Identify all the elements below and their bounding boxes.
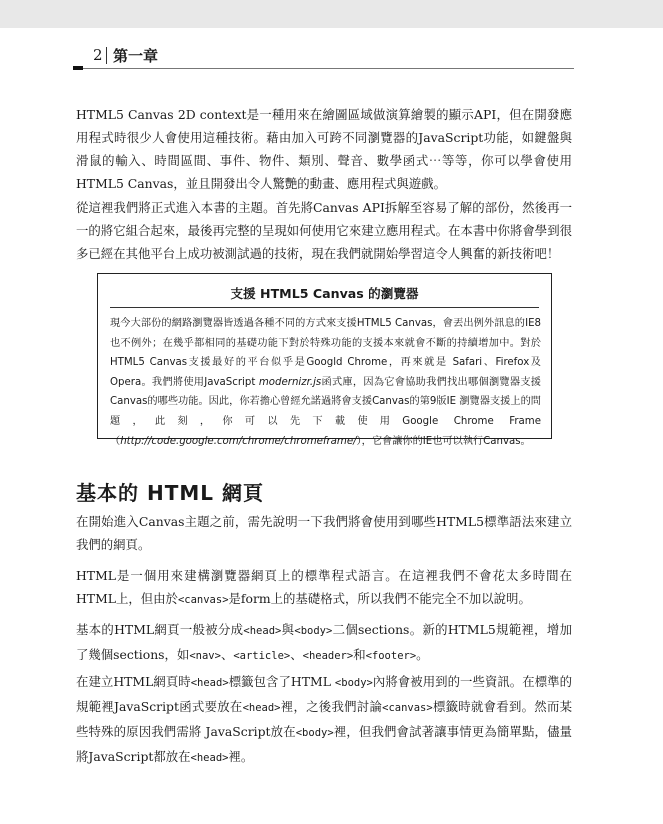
text-run: 標籤包含了HTML	[228, 674, 335, 689]
intro-paragraph-1: HTML5 Canvas 2D context是一種用來在繪圖區域做演算繪製的顯示API，但在開發應用程式時很少人會使用這種技術。藉由加入可跨不同瀏覽器的JavaScript功能，如鍵盤與滑鼠的輸入、時間區間、事件、物件、類別、聲音、數學函式⋯等等，你可以學會使用HTML5 Canvas，並且開發出令人驚艷的動畫、應用程式與遊戲。	[76, 107, 572, 191]
sidebar-text	[110, 314, 541, 451]
text-run: 裡，之後我們討論	[280, 699, 383, 714]
text-run: 在建立HTML網頁時	[76, 674, 191, 689]
chrome-frame-url: http://code.google.com/chrome/chromeframe/	[120, 435, 357, 447]
section-paragraph-3	[76, 618, 572, 668]
sidebar-text-part: ），它會讓你的IE也可以執行Canvas。	[356, 435, 531, 447]
top-gray-band	[0, 0, 663, 28]
sidebar-text-part: 函式庫，因為它會協助我們找出哪個瀏覽器支援Canvas的哪些功能。因此，你若擔心曾經允諾過將會支援Canvas的第9版IE 瀏覽器支援上的問題，此刻，你可以先下載使用Google Chrome Frame（	[110, 376, 541, 447]
code-tag: <footer>	[365, 650, 417, 662]
code-tag: <header>	[302, 650, 354, 662]
header-tick-mark	[73, 66, 83, 70]
page-number: 2	[93, 46, 103, 64]
code-tag: <body>	[334, 677, 373, 689]
code-tag: <head>	[242, 702, 281, 714]
sidebar-title: 支援 HTML5 Canvas 的瀏覽器	[110, 283, 539, 308]
section-heading: 基本的 HTML 網頁	[76, 481, 264, 505]
text-run: 是form上的基礎格式，所以我們不能完全不加以說明。	[228, 591, 531, 606]
code-tag: <head>	[190, 752, 229, 764]
code-tag: <body>	[294, 625, 333, 637]
header-divider	[106, 47, 107, 64]
page-header	[76, 42, 574, 69]
text-run: 標籤時就會看到。然而某些特殊的原因我們需將 JavaScript放在	[76, 699, 573, 739]
text-run: 裡，但我們會試著讓事情更為簡單點，儘量將JavaScript都放在	[76, 724, 572, 764]
code-tag: <head>	[190, 677, 229, 689]
section-paragraph-2	[76, 564, 572, 612]
text-run: 二個sections。新的HTML5規範裡，增加了幾個sections，如	[76, 622, 572, 662]
sidebar-box	[97, 273, 552, 447]
section-paragraph-1: 在開始進入Canvas主題之前，需先說明一下我們將會使用到哪些HTML5標準語法來建立我們的網頁。	[76, 514, 572, 552]
code-tag: <nav>	[189, 650, 221, 662]
text-run: 、	[220, 647, 234, 662]
intro-paragraph-2: 從這裡我們將正式進入本書的主題。首先將Canvas API拆解至容易了解的部份，然後再一一的將它組合起來，最後再完整的呈現如何使用它來建立應用程式。在本書中你將會學到很多已經在其他平台上成功被測試過的技術，現在我們就開始學習這令人興奮的新技術吧！	[76, 200, 572, 261]
text-run: 基本的HTML網頁一般被分成	[76, 622, 244, 637]
code-tag: <canvas>	[382, 702, 433, 714]
code-tag: <body>	[295, 727, 334, 739]
text-run: 和	[353, 647, 366, 662]
code-tag: <canvas>	[177, 594, 229, 606]
code-tag: <head>	[243, 625, 282, 637]
code-tag: <article>	[233, 650, 291, 662]
text-run: 。	[416, 647, 429, 662]
text-run: 與	[281, 622, 295, 637]
sidebar-text-part: 現今大部份的網路瀏覽器皆透過各種不同的方式來支援HTML5 Canvas，會丟出例外訊息的IE8也不例外；在幾乎都相同的基礎功能下對於特殊功能的支援本來就會不斷的持續增加中。對於HTML5 Canvas支援最好的平台似乎是Googld Chrome，再來就是 Safari、Firefox及Opera。我們將使用JavaScript	[110, 318, 541, 388]
library-name: modernizr.js	[258, 376, 322, 388]
chapter-title: 第一章	[113, 47, 159, 65]
text-run: 內將會被用到的一些資訊。在標準的規範裡JavaScript函式要放在	[76, 674, 572, 714]
text-run: HTML是一個用來建構瀏覽器網頁上的標準程式語言。在這裡我們不會花太多時間在HTML上，但由於	[76, 568, 572, 606]
section-paragraph-4	[76, 670, 572, 770]
text-run: 、	[290, 647, 303, 662]
text-run: 裡。	[228, 749, 254, 764]
